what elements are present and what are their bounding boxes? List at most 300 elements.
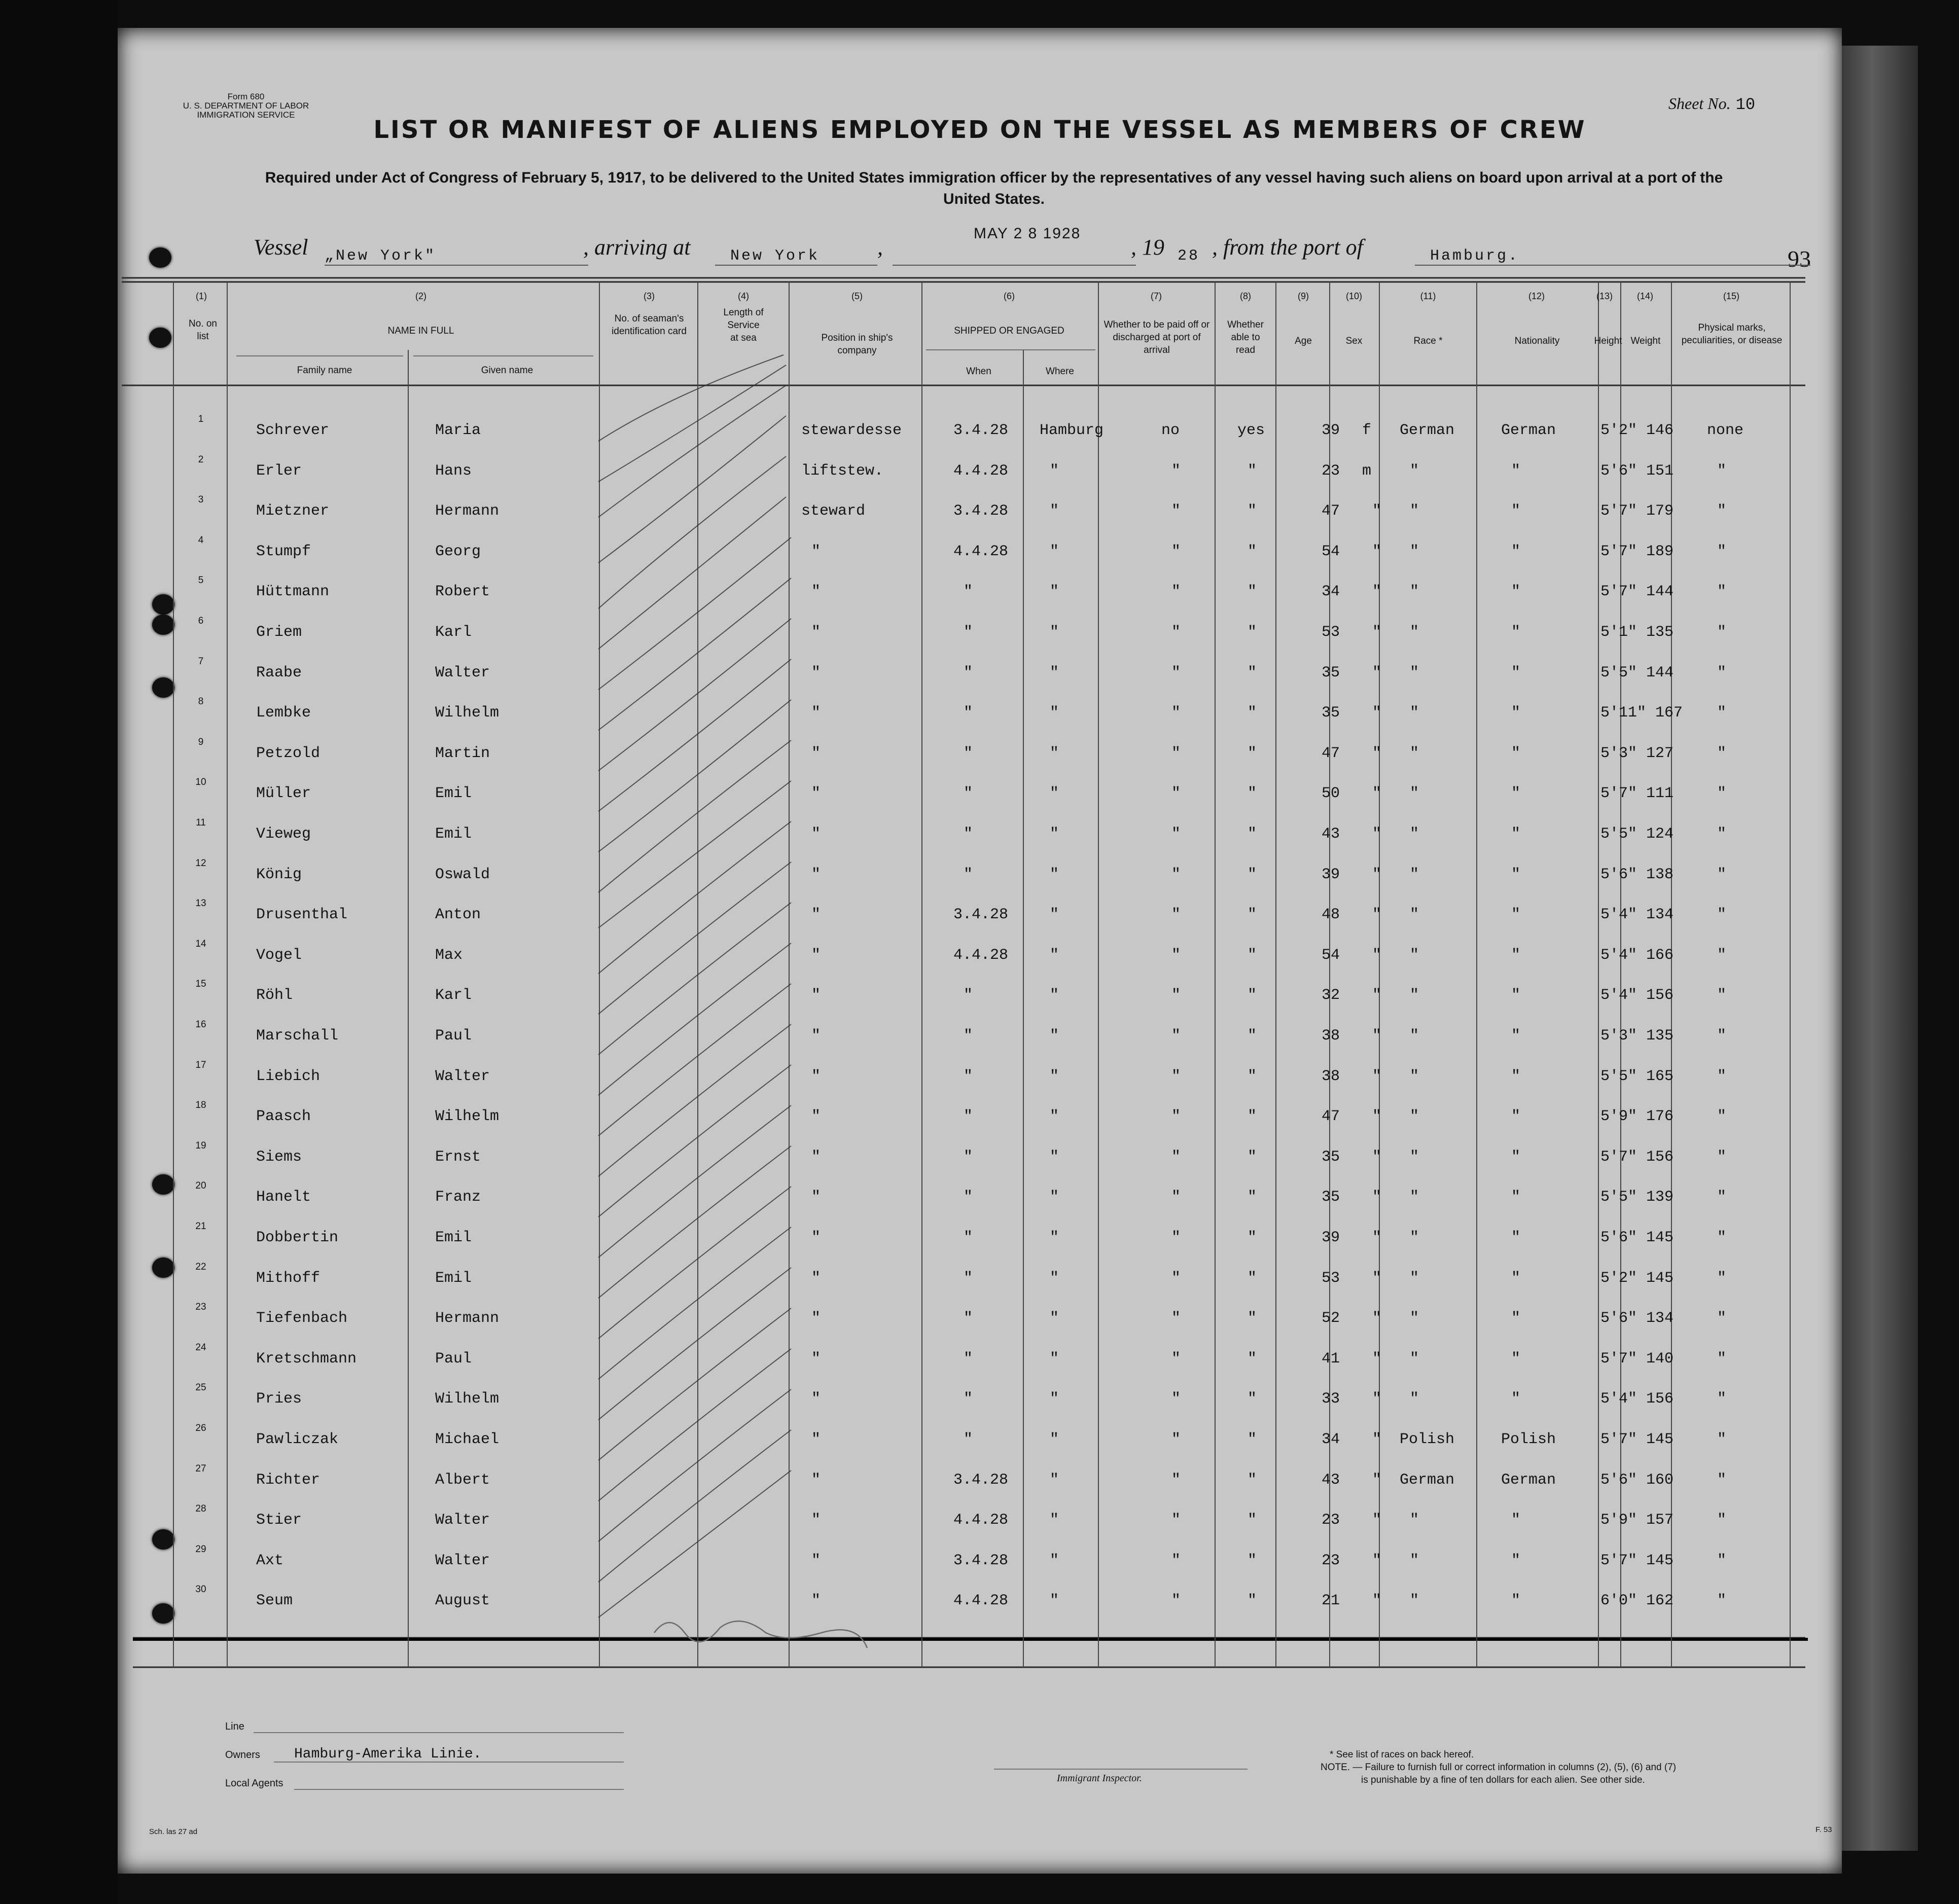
form-number: Form 680 bbox=[227, 92, 265, 101]
able-to-read-cell: " bbox=[1248, 543, 1257, 560]
nationality-cell: " bbox=[1511, 624, 1521, 641]
col-4-header: Length of Service at sea bbox=[723, 307, 764, 343]
given-name-cell: Franz bbox=[435, 1189, 481, 1206]
age-cell: 34 bbox=[1322, 1431, 1340, 1448]
given-name-cell: Walter bbox=[435, 664, 490, 681]
shipped-when-cell: 3.4.28 bbox=[953, 1471, 1009, 1489]
position-cell: " bbox=[811, 624, 821, 641]
given-name-cell: Maria bbox=[435, 422, 481, 439]
physical-marks-cell: " bbox=[1717, 502, 1727, 520]
race-cell: " bbox=[1410, 987, 1419, 1004]
paid-off-cell: " bbox=[1171, 1350, 1181, 1368]
family-name-cell: Schrever bbox=[256, 422, 330, 439]
shipped-when-cell: " bbox=[964, 1269, 973, 1287]
able-to-read-cell: " bbox=[1248, 1350, 1257, 1368]
shipped-where-cell: " bbox=[1050, 462, 1059, 480]
family-name-cell: Tiefenbach bbox=[256, 1310, 348, 1327]
nationality-cell: " bbox=[1511, 1108, 1521, 1126]
col-10-header: Sex bbox=[1345, 336, 1363, 346]
nationality-cell: German bbox=[1501, 1471, 1556, 1489]
shipped-when-cell: " bbox=[964, 704, 973, 722]
physical-marks-cell: " bbox=[1717, 704, 1727, 722]
height-weight-cell: 5'4" 156 bbox=[1600, 987, 1674, 1004]
paid-off-cell: " bbox=[1171, 987, 1181, 1004]
sex-cell: " bbox=[1372, 946, 1382, 964]
local-agents-label: Local Agents bbox=[225, 1778, 283, 1789]
shipped-where-cell: " bbox=[1050, 543, 1059, 560]
family-name-cell: Richter bbox=[256, 1471, 320, 1489]
position-cell: " bbox=[811, 1390, 821, 1408]
position-cell: " bbox=[811, 1269, 821, 1287]
row-number: 17 bbox=[195, 1059, 206, 1070]
sex-cell: " bbox=[1372, 704, 1382, 722]
row-number: 21 bbox=[195, 1221, 206, 1232]
height-weight-cell: 5'6" 134 bbox=[1600, 1310, 1674, 1327]
col-6-header: SHIPPED OR ENGAGED bbox=[954, 326, 1064, 336]
shipped-when-cell: " bbox=[964, 1148, 973, 1166]
age-cell: 38 bbox=[1322, 1067, 1340, 1085]
physical-marks-cell: " bbox=[1717, 583, 1727, 601]
family-name-cell: Mietzner bbox=[256, 502, 330, 520]
penalty-note-2: is punishable by a fine of ten dollars for each alien. See other side. bbox=[1361, 1775, 1645, 1785]
col-14-header: Weight bbox=[1630, 336, 1661, 346]
able-to-read-cell: " bbox=[1248, 744, 1257, 762]
age-cell: 35 bbox=[1322, 704, 1340, 722]
row-number: 1 bbox=[198, 414, 204, 424]
race-cell: Polish bbox=[1400, 1431, 1455, 1448]
physical-marks-cell: " bbox=[1717, 1592, 1727, 1610]
height-weight-cell: 5'3" 135 bbox=[1600, 1027, 1674, 1045]
race-cell: " bbox=[1410, 866, 1419, 883]
height-weight-cell: 5'6" 151 bbox=[1600, 462, 1674, 480]
able-to-read-cell: " bbox=[1248, 1431, 1257, 1448]
able-to-read-cell: " bbox=[1248, 1552, 1257, 1569]
physical-marks-cell: " bbox=[1717, 987, 1727, 1004]
col-14-number: (14) bbox=[1636, 291, 1653, 301]
nationality-cell: " bbox=[1511, 1552, 1521, 1569]
physical-marks-cell: " bbox=[1717, 1229, 1727, 1246]
given-name-cell: Robert bbox=[435, 583, 490, 601]
sex-cell: " bbox=[1372, 987, 1382, 1004]
age-cell: 23 bbox=[1322, 462, 1340, 480]
department: U. S. DEPARTMENT OF LABOR bbox=[183, 101, 309, 111]
race-cell: " bbox=[1410, 1592, 1419, 1610]
family-name-cell: Seum bbox=[256, 1592, 293, 1610]
sex-cell: " bbox=[1372, 502, 1382, 520]
shipped-when-cell: " bbox=[964, 1067, 973, 1085]
paid-off-cell: " bbox=[1171, 1027, 1181, 1045]
position-cell: " bbox=[811, 785, 821, 803]
row-number: 7 bbox=[198, 656, 204, 667]
position-cell: " bbox=[811, 1471, 821, 1489]
paid-off-cell: " bbox=[1171, 1148, 1181, 1166]
given-name-cell: Emil bbox=[435, 1229, 472, 1246]
nationality-cell: " bbox=[1511, 1592, 1521, 1610]
shipped-when-cell: " bbox=[964, 1027, 973, 1045]
given-name-cell: Martin bbox=[435, 744, 490, 762]
family-name-cell: Raabe bbox=[256, 664, 302, 681]
age-cell: 32 bbox=[1322, 987, 1340, 1004]
family-name-cell: Petzold bbox=[256, 744, 320, 762]
sheet-number: 10 bbox=[1735, 95, 1756, 114]
shipped-where-cell: " bbox=[1050, 1148, 1059, 1166]
nationality-cell: " bbox=[1511, 1512, 1521, 1529]
family-name-cell: Siems bbox=[256, 1148, 302, 1166]
shipped-where-cell: " bbox=[1050, 1350, 1059, 1368]
shipped-where-cell: " bbox=[1050, 785, 1059, 803]
sex-cell: " bbox=[1372, 1350, 1382, 1368]
shipped-where-cell: " bbox=[1050, 1512, 1059, 1529]
shipped-where-cell: " bbox=[1050, 1592, 1059, 1610]
height-weight-cell: 5'11" 167 bbox=[1600, 704, 1683, 722]
physical-marks-cell: " bbox=[1717, 906, 1727, 924]
able-to-read-cell: " bbox=[1248, 583, 1257, 601]
shipped-when-cell: " bbox=[964, 1431, 973, 1448]
physical-marks-cell: none bbox=[1707, 422, 1744, 439]
col-5-number: (5) bbox=[851, 291, 863, 301]
row-number: 9 bbox=[198, 736, 204, 747]
sex-cell: " bbox=[1372, 1512, 1382, 1529]
sex-cell: " bbox=[1372, 1027, 1382, 1045]
row-number: 8 bbox=[198, 696, 204, 707]
race-cell: " bbox=[1410, 1512, 1419, 1529]
nationality-cell: " bbox=[1511, 987, 1521, 1004]
row-number: 11 bbox=[196, 817, 206, 828]
family-name-cell: Marschall bbox=[256, 1027, 339, 1045]
physical-marks-cell: " bbox=[1717, 1552, 1727, 1569]
nationality-cell: " bbox=[1511, 1310, 1521, 1327]
shipped-when-cell: " bbox=[964, 1229, 973, 1246]
shipped-where-cell: " bbox=[1050, 825, 1059, 843]
paid-off-cell: " bbox=[1171, 462, 1181, 480]
service: IMMIGRATION SERVICE bbox=[197, 110, 295, 120]
shipped-when-cell: 4.4.28 bbox=[953, 946, 1009, 964]
physical-marks-cell: " bbox=[1717, 1512, 1727, 1529]
race-cell: " bbox=[1410, 1390, 1419, 1408]
able-to-read-cell: " bbox=[1248, 866, 1257, 883]
nationality-cell: " bbox=[1511, 543, 1521, 560]
sex-cell: " bbox=[1372, 1269, 1382, 1287]
family-name-cell: Müller bbox=[256, 785, 311, 803]
family-name-cell: Stumpf bbox=[256, 543, 311, 560]
nationality-cell: " bbox=[1511, 664, 1521, 681]
race-cell: " bbox=[1410, 1269, 1419, 1287]
paid-off-cell: " bbox=[1171, 785, 1181, 803]
height-weight-cell: 6'0" 162 bbox=[1600, 1592, 1674, 1610]
shipped-where-cell: " bbox=[1050, 1229, 1059, 1246]
row-number: 6 bbox=[198, 616, 204, 626]
height-weight-cell: 5'9" 157 bbox=[1600, 1512, 1674, 1529]
sex-cell: " bbox=[1372, 906, 1382, 924]
shipped-when-cell: " bbox=[964, 866, 973, 883]
shipped-where-cell: " bbox=[1050, 946, 1059, 964]
document-title: LIST OR MANIFEST OF ALIENS EMPLOYED ON THE VESSEL AS MEMBERS OF CREW bbox=[373, 116, 1586, 144]
family-name-cell: Hüttmann bbox=[256, 583, 330, 601]
paid-off-cell: " bbox=[1171, 543, 1181, 560]
paid-off-cell: " bbox=[1171, 825, 1181, 843]
physical-marks-cell: " bbox=[1717, 866, 1727, 883]
shipped-where-cell: " bbox=[1050, 624, 1059, 641]
col-2-family-header: Family name bbox=[297, 365, 352, 376]
able-to-read-cell: " bbox=[1248, 906, 1257, 924]
row-number: 28 bbox=[195, 1503, 206, 1515]
position-cell: steward bbox=[801, 502, 866, 520]
physical-marks-cell: " bbox=[1717, 1390, 1727, 1408]
position-cell: " bbox=[811, 1552, 821, 1569]
able-to-read-cell: " bbox=[1248, 624, 1257, 641]
sex-cell: " bbox=[1372, 1471, 1382, 1489]
able-to-read-cell: " bbox=[1248, 1148, 1257, 1166]
nationality-cell: " bbox=[1511, 1148, 1521, 1166]
race-cell: " bbox=[1410, 664, 1419, 681]
physical-marks-cell: " bbox=[1717, 664, 1727, 681]
sex-cell: m bbox=[1362, 462, 1372, 480]
age-cell: 33 bbox=[1322, 1390, 1340, 1408]
able-to-read-cell: " bbox=[1248, 1229, 1257, 1246]
shipped-when-cell: " bbox=[964, 1390, 973, 1408]
position-cell: " bbox=[811, 987, 821, 1004]
age-cell: 47 bbox=[1322, 1108, 1340, 1126]
row-number: 3 bbox=[198, 494, 204, 506]
paid-off-cell: " bbox=[1171, 744, 1181, 762]
able-to-read-cell: " bbox=[1248, 825, 1257, 843]
height-weight-cell: 5'4" 134 bbox=[1600, 906, 1674, 924]
race-cell: " bbox=[1410, 946, 1419, 964]
family-name-cell: Axt bbox=[256, 1552, 284, 1569]
given-name-cell: Emil bbox=[435, 825, 472, 843]
col-8-number: (8) bbox=[1240, 291, 1251, 301]
paid-off-cell: " bbox=[1171, 704, 1181, 722]
height-weight-cell: 5'2" 146 bbox=[1600, 422, 1674, 439]
paid-off-cell: " bbox=[1171, 1512, 1181, 1529]
physical-marks-cell: " bbox=[1717, 1350, 1727, 1368]
nationality-cell: " bbox=[1511, 825, 1521, 843]
age-cell: 35 bbox=[1322, 664, 1340, 681]
footer-note bbox=[1321, 1748, 1736, 1786]
physical-marks-cell: " bbox=[1717, 624, 1727, 641]
row-number: 25 bbox=[195, 1382, 206, 1393]
family-name-cell: Pawliczak bbox=[256, 1431, 339, 1448]
arriving-label: , arriving at bbox=[583, 235, 691, 260]
physical-marks-cell: " bbox=[1717, 1310, 1727, 1327]
age-cell: 52 bbox=[1322, 1310, 1340, 1327]
sex-cell: " bbox=[1372, 1390, 1382, 1408]
vessel-label: Vessel bbox=[254, 235, 308, 260]
col-4-number: (4) bbox=[738, 291, 749, 301]
col-11-number: (11) bbox=[1420, 291, 1436, 301]
race-cell: " bbox=[1410, 1148, 1419, 1166]
date-stamp: MAY 2 8 1928 bbox=[974, 225, 1081, 242]
physical-marks-cell: " bbox=[1717, 744, 1727, 762]
shipped-when-cell: 4.4.28 bbox=[953, 1592, 1009, 1610]
height-weight-cell: 5'9" 176 bbox=[1600, 1108, 1674, 1126]
position-cell: " bbox=[811, 1189, 821, 1206]
given-name-cell: Max bbox=[435, 946, 463, 964]
inspector-label: Immigrant Inspector. bbox=[1057, 1773, 1142, 1784]
sex-cell: " bbox=[1372, 1431, 1382, 1448]
row-number: 24 bbox=[195, 1342, 206, 1353]
race-cell: " bbox=[1410, 1310, 1419, 1327]
position-cell: " bbox=[811, 1431, 821, 1448]
col-6-number: (6) bbox=[1004, 291, 1015, 301]
family-name-cell: Liebich bbox=[256, 1067, 320, 1085]
col-15-number: (15) bbox=[1723, 291, 1739, 301]
page-number: 93 bbox=[1788, 246, 1811, 272]
position-cell: " bbox=[811, 1108, 821, 1126]
race-cell: " bbox=[1410, 1189, 1419, 1206]
position-cell: " bbox=[811, 583, 821, 601]
race-cell: German bbox=[1400, 422, 1455, 439]
shipped-when-cell: " bbox=[964, 987, 973, 1004]
able-to-read-cell: " bbox=[1248, 704, 1257, 722]
race-cell: " bbox=[1410, 1067, 1419, 1085]
given-name-cell: Wilhelm bbox=[435, 1390, 500, 1408]
comma: , bbox=[877, 235, 883, 260]
height-weight-cell: 5'7" 140 bbox=[1600, 1350, 1674, 1368]
age-cell: 43 bbox=[1322, 825, 1340, 843]
from-label: , from the port of bbox=[1212, 235, 1363, 260]
shipped-where-cell: " bbox=[1050, 987, 1059, 1004]
paid-off-cell: " bbox=[1171, 906, 1181, 924]
sheet-label: Sheet No. bbox=[1668, 94, 1731, 113]
shipped-where-cell: " bbox=[1050, 1108, 1059, 1126]
shipped-where-cell: " bbox=[1050, 906, 1059, 924]
paid-off-cell: no bbox=[1161, 422, 1180, 439]
given-name-cell: August bbox=[435, 1592, 490, 1610]
physical-marks-cell: " bbox=[1717, 1431, 1727, 1448]
given-name-cell: Michael bbox=[435, 1431, 500, 1448]
nationality-cell: " bbox=[1511, 946, 1521, 964]
age-cell: 34 bbox=[1322, 583, 1340, 601]
age-cell: 35 bbox=[1322, 1189, 1340, 1206]
col-3-number: (3) bbox=[644, 291, 655, 301]
sex-cell: " bbox=[1372, 543, 1382, 560]
row-number: 15 bbox=[195, 979, 206, 990]
family-name-cell: Drusenthal bbox=[256, 906, 348, 924]
age-cell: 38 bbox=[1322, 1027, 1340, 1045]
shipped-when-cell: 4.4.28 bbox=[953, 543, 1009, 560]
position-cell: " bbox=[811, 866, 821, 883]
height-weight-cell: 5'4" 166 bbox=[1600, 946, 1674, 964]
race-cell: German bbox=[1400, 1471, 1455, 1489]
col-15-header: Physical marks, peculiarities, or disease bbox=[1681, 322, 1783, 346]
race-cell: " bbox=[1410, 502, 1419, 520]
position-cell: stewardesse bbox=[801, 422, 902, 439]
physical-marks-cell: " bbox=[1717, 946, 1727, 964]
col-5-header: Position in ship's company bbox=[821, 333, 893, 356]
nationality-cell: " bbox=[1511, 906, 1521, 924]
race-cell: " bbox=[1410, 704, 1419, 722]
shipped-where-cell: " bbox=[1050, 1269, 1059, 1287]
height-weight-cell: 5'6" 138 bbox=[1600, 866, 1674, 883]
row-number: 27 bbox=[195, 1463, 206, 1474]
position-cell: " bbox=[811, 1229, 821, 1246]
sex-cell: " bbox=[1372, 1310, 1382, 1327]
position-cell: " bbox=[811, 664, 821, 681]
shipped-when-cell: " bbox=[964, 744, 973, 762]
able-to-read-cell: " bbox=[1248, 462, 1257, 480]
col-9-header: Age bbox=[1295, 336, 1312, 346]
sex-cell: " bbox=[1372, 624, 1382, 641]
col-2-header: NAME IN FULL bbox=[387, 326, 454, 336]
given-name-cell: Ernst bbox=[435, 1148, 481, 1166]
nationality-cell: " bbox=[1511, 1269, 1521, 1287]
position-cell: " bbox=[811, 1027, 821, 1045]
height-weight-cell: 5'7" 189 bbox=[1600, 543, 1674, 560]
age-cell: 39 bbox=[1322, 422, 1340, 439]
vessel-name: „New York" bbox=[325, 247, 437, 265]
shipped-when-cell: " bbox=[964, 1108, 973, 1126]
family-name-cell: Vieweg bbox=[256, 825, 311, 843]
agents-underline bbox=[294, 1789, 624, 1790]
physical-marks-cell: " bbox=[1717, 825, 1727, 843]
shipped-where-cell: " bbox=[1050, 664, 1059, 681]
family-name-cell: Dobbertin bbox=[256, 1229, 339, 1246]
able-to-read-cell: " bbox=[1248, 1512, 1257, 1529]
family-name-cell: Mithoff bbox=[256, 1269, 320, 1287]
age-cell: 23 bbox=[1322, 1552, 1340, 1569]
shipped-where-cell: " bbox=[1050, 704, 1059, 722]
age-cell: 21 bbox=[1322, 1592, 1340, 1610]
able-to-read-cell: " bbox=[1248, 1269, 1257, 1287]
age-cell: 53 bbox=[1322, 1269, 1340, 1287]
height-weight-cell: 5'5" 124 bbox=[1600, 825, 1674, 843]
age-cell: 53 bbox=[1322, 624, 1340, 641]
paid-off-cell: " bbox=[1171, 1189, 1181, 1206]
given-name-cell: Hermann bbox=[435, 502, 500, 520]
shipped-when-cell: " bbox=[964, 1350, 973, 1368]
height-weight-cell: 5'7" 145 bbox=[1600, 1431, 1674, 1448]
sex-cell: " bbox=[1372, 664, 1382, 681]
col-12-header: Nationality bbox=[1514, 336, 1560, 346]
paid-off-cell: " bbox=[1171, 1390, 1181, 1408]
given-name-cell: Karl bbox=[435, 624, 472, 641]
sex-cell: " bbox=[1372, 744, 1382, 762]
paid-off-cell: " bbox=[1171, 583, 1181, 601]
able-to-read-cell: " bbox=[1248, 987, 1257, 1004]
paid-off-cell: " bbox=[1171, 1108, 1181, 1126]
col-10-number: (10) bbox=[1345, 291, 1362, 301]
position-cell: " bbox=[811, 1310, 821, 1327]
from-port: Hamburg. bbox=[1430, 247, 1520, 265]
physical-marks-cell: " bbox=[1717, 1189, 1727, 1206]
row-number: 20 bbox=[195, 1180, 206, 1192]
race-cell: " bbox=[1410, 825, 1419, 843]
col-2-number: (2) bbox=[415, 291, 426, 301]
paid-off-cell: " bbox=[1171, 1269, 1181, 1287]
shipped-when-cell: 4.4.28 bbox=[953, 462, 1009, 480]
shipped-when-cell: 3.4.28 bbox=[953, 502, 1009, 520]
col-7-header: Whether to be paid off or discharged at port of arrival bbox=[1103, 319, 1210, 355]
nationality-cell: " bbox=[1511, 1229, 1521, 1246]
paid-off-cell: " bbox=[1171, 1431, 1181, 1448]
age-cell: 35 bbox=[1322, 1148, 1340, 1166]
nationality-cell: " bbox=[1511, 583, 1521, 601]
able-to-read-cell: " bbox=[1248, 1189, 1257, 1206]
race-cell: " bbox=[1410, 744, 1419, 762]
nationality-cell: " bbox=[1511, 1067, 1521, 1085]
given-name-cell: Albert bbox=[435, 1471, 490, 1489]
race-cell: " bbox=[1410, 1229, 1419, 1246]
shipped-where-cell: " bbox=[1050, 866, 1059, 883]
row-number: 18 bbox=[195, 1100, 206, 1111]
given-name-cell: Walter bbox=[435, 1552, 490, 1569]
height-weight-cell: 5'7" 145 bbox=[1600, 1552, 1674, 1569]
position-cell: " bbox=[811, 906, 821, 924]
paid-off-cell: " bbox=[1171, 866, 1181, 883]
sex-cell: " bbox=[1372, 1592, 1382, 1610]
given-name-cell: Emil bbox=[435, 785, 472, 803]
